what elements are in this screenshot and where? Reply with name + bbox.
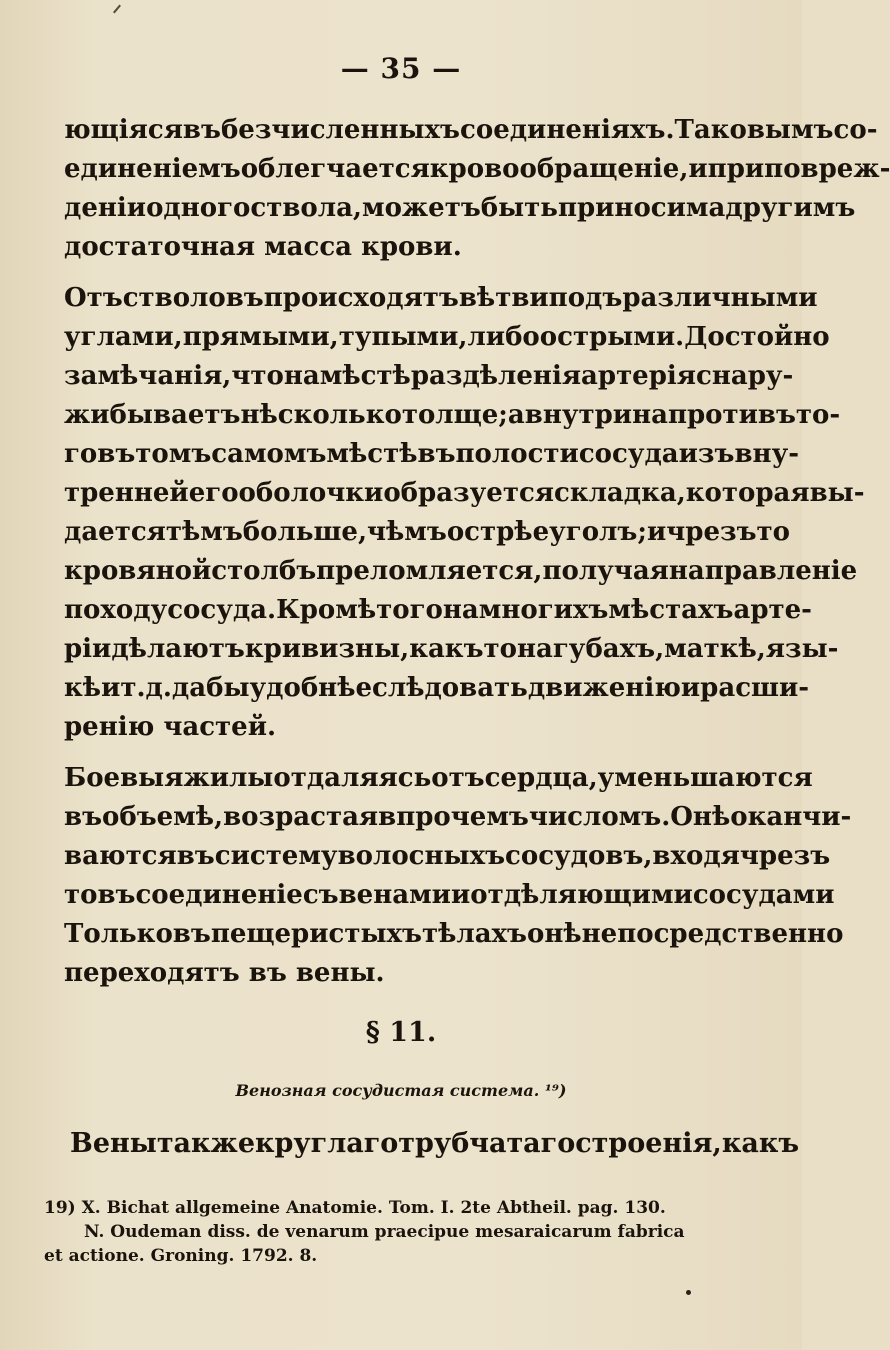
section-subheading: Венозная сосудистая система. ¹⁹) xyxy=(235,1081,567,1100)
text-line: углами, прямыми, тупыми, либо острыми. Достойно xyxy=(64,322,830,352)
footnote-line: et actione. Groning. 1792. 8. xyxy=(44,1246,318,1266)
text-line: го въ томъ самомъ мѣстѣ въ полости сосуда изъ вну- xyxy=(64,439,799,469)
text-line: кѣ и т. д. дабы удобнѣе слѣдовать движенію и расши- xyxy=(64,673,810,703)
pen-mark xyxy=(113,5,121,14)
footnote-line: 19) X. Bichat allgemeine Anatomie. Tom. I. 2te Abtheil. pag. 130. xyxy=(44,1198,666,1218)
text-line: ренію частей. xyxy=(64,712,277,742)
text-line: жи бываетъ нѣсколько толще; а внутри напротивъ то- xyxy=(64,400,841,430)
text-line: достаточная масса крови. xyxy=(64,232,462,262)
text-line: то въ соединеніе съ венами и отдѣляющими сосудами xyxy=(64,880,835,910)
text-line: тренней его оболочки образуется складка, которая вы- xyxy=(64,478,865,508)
text-line: по ходу сосуда. Кромѣ того на многихъ мѣстахъ арте- xyxy=(64,595,812,625)
text-line: Боевыя жилы отдаляясь отъ сердца, уменьшаются xyxy=(64,763,813,793)
ink-dot xyxy=(686,1290,691,1295)
text-line: переходятъ въ вены. xyxy=(64,958,385,988)
paragraph-2 xyxy=(64,279,865,747)
text-line: Отъ стволовъ происходятъ вѣтви подъ различными xyxy=(64,283,818,313)
paragraph-3 xyxy=(64,759,852,993)
text-line: деніи одного ствола, можетъ быть приносима другимъ xyxy=(64,193,856,223)
footnote-line: N. Oudeman diss. de venarum praecipue mesaraicarum fabrica xyxy=(84,1222,685,1242)
footnotes xyxy=(44,1196,770,1268)
section-heading: § 11. xyxy=(365,1017,437,1048)
text-line: Только въ пещеристыхъ тѣлахъ онѣ непосредственно xyxy=(64,919,844,949)
page-number: — 35 — xyxy=(340,52,462,85)
text-line: въ объемѣ, возрастая впрочемъ числомъ. Онѣ оканчи- xyxy=(64,802,852,832)
text-line: кровяной столбъ преломляется, получая направленіе xyxy=(64,556,858,586)
text-line: ріи дѣлаютъ кривизны, какъ то на губахъ, маткѣ, язы- xyxy=(64,634,839,664)
text-line: единеніемъ облегчается кровообращеніе, и при повреж- xyxy=(64,154,890,184)
text-line: дается тѣмъ больше, чѣмъ острѣе уголъ; и чрезъ то xyxy=(64,517,790,547)
body-text xyxy=(64,111,890,993)
text-line: ющіяся въ безчисленныхъ соединеніяхъ. Таковымъ со- xyxy=(64,115,878,145)
text-line: ваются въ систему волосныхъ сосудовъ, входя чрезъ xyxy=(64,841,831,871)
paragraph-1 xyxy=(64,111,890,267)
text-line: Вены также круглаго трубчатаго строенія, какъ xyxy=(70,1128,800,1159)
text-line: замѣчанія, что на мѣстѣ раздѣленія артерія снару- xyxy=(64,361,794,391)
